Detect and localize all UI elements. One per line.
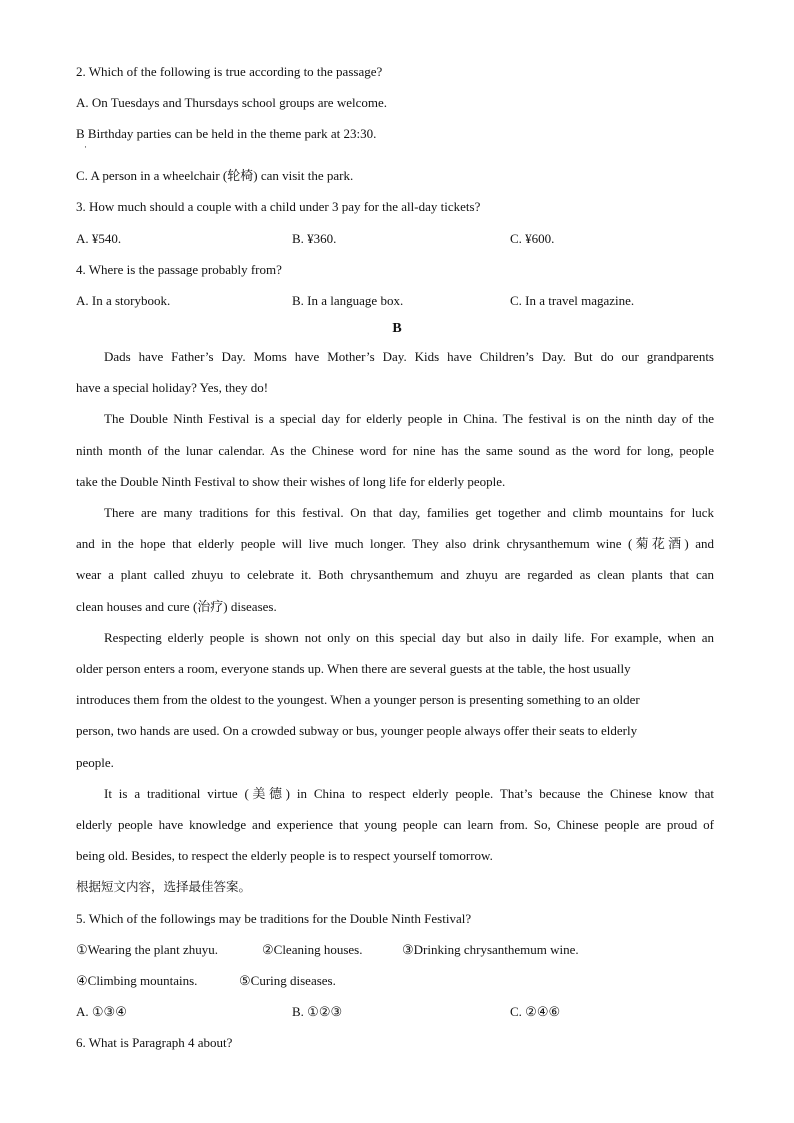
question-2-option-c: C. A person in a wheelchair (轮椅) can visit the park. [76, 168, 354, 183]
paragraph-1-line: have a special holiday? Yes, they do! [76, 380, 269, 395]
paragraph-2-line: ninth month of the lunar calendar. As the Chinese word for nine has the same sound as the word for long, people [76, 443, 714, 458]
question-4-option-c: C. In a travel magazine. [510, 293, 635, 308]
paragraph-4-line: Respecting elderly people is shown not only on this special day but also in daily life. For example, when an [104, 630, 714, 645]
question-5-option-c: C. ②④⑥ [510, 1004, 561, 1019]
paragraph-4-line: people. [76, 755, 114, 770]
question-5-option-b: B. ①②③ [292, 1004, 343, 1019]
paragraph-2-line: take the Double Ninth Festival to show their wishes of long life for elderly people. [76, 474, 506, 489]
paragraph-4-line: older person enters a room, everyone stands up. When there are several guests at the table, the host usually [76, 661, 631, 676]
question-5-item: ③Drinking chrysanthemum wine. [402, 942, 579, 957]
paragraph-4-line: introduces them from the oldest to the youngest. When a younger person is presenting something to an older [76, 692, 640, 707]
question-5-stem: 5. Which of the followings may be traditions for the Double Ninth Festival? [76, 911, 472, 926]
paragraph-2-line: The Double Ninth Festival is a special day for elderly people in China. The festival is on the ninth day of the [104, 411, 714, 426]
question-4-stem: 4. Where is the passage probably from? [76, 262, 282, 277]
paragraph-3-line: and in the hope that elderly people will live much longer. They also drink chrysanthemum wine (菊花酒) and [76, 536, 714, 551]
paragraph-3-line: clean houses and cure (治疗) diseases. [76, 599, 277, 614]
question-5-item: ②Cleaning houses. [262, 942, 363, 957]
question-6-stem: 6. What is Paragraph 4 about? [76, 1035, 233, 1050]
paragraph-5-line: elderly people have knowledge and experience that young people can learn from. So, Chinese people are proud of [76, 817, 714, 832]
question-3-option-b: B. ¥360. [292, 231, 337, 246]
question-5-item: ①Wearing the plant zhuyu. [76, 942, 219, 957]
paragraph-5-line: It is a traditional virtue (美德) in China to respect elderly people. That’s because the Chinese know that [104, 786, 714, 801]
paragraph-5-line: being old. Besides, to respect the elderly people is to respect yourself tomorrow. [76, 848, 493, 863]
paragraph-4-line: person, two hands are used. On a crowded subway or bus, younger people always offer their seats to elderly [76, 723, 638, 738]
stray-dot-mark: · [84, 142, 87, 152]
question-4-option-b: B. In a language box. [292, 293, 404, 308]
question-2-stem: 2. Which of the following is true according to the passage? [76, 64, 383, 79]
question-5-item: ④Climbing mountains. [76, 973, 198, 988]
question-3-option-a: A. ¥540. [76, 231, 122, 246]
paragraph-3-line: wear a plant called zhuyu to celebrate it. Both chrysanthemum and zhuyu are regarded as clean plants that can [76, 567, 714, 582]
question-5-item: ⑤Curing diseases. [239, 973, 336, 988]
question-3-option-c: C. ¥600. [510, 231, 555, 246]
question-3-stem: 3. How much should a couple with a child under 3 pay for the all-day tickets? [76, 199, 481, 214]
paragraph-1-line: Dads have Father’s Day. Moms have Mother’s Day. Kids have Children’s Day. But do our grandparents [104, 349, 714, 364]
instruction-text: 根据短文内容，选择最佳答案。 [76, 879, 252, 894]
question-2-option-b: B Birthday parties can be held in the theme park at 23:30. [76, 126, 377, 141]
question-4-option-a: A. In a storybook. [76, 293, 171, 308]
paragraph-3-line: There are many traditions for this festival. On that day, families get together and climb mountains for luck [104, 505, 714, 520]
question-5-option-a: A. ①③④ [76, 1004, 127, 1019]
question-2-option-a: A. On Tuesdays and Thursdays school groups are welcome. [76, 95, 387, 110]
section-b-title: B [392, 321, 402, 336]
